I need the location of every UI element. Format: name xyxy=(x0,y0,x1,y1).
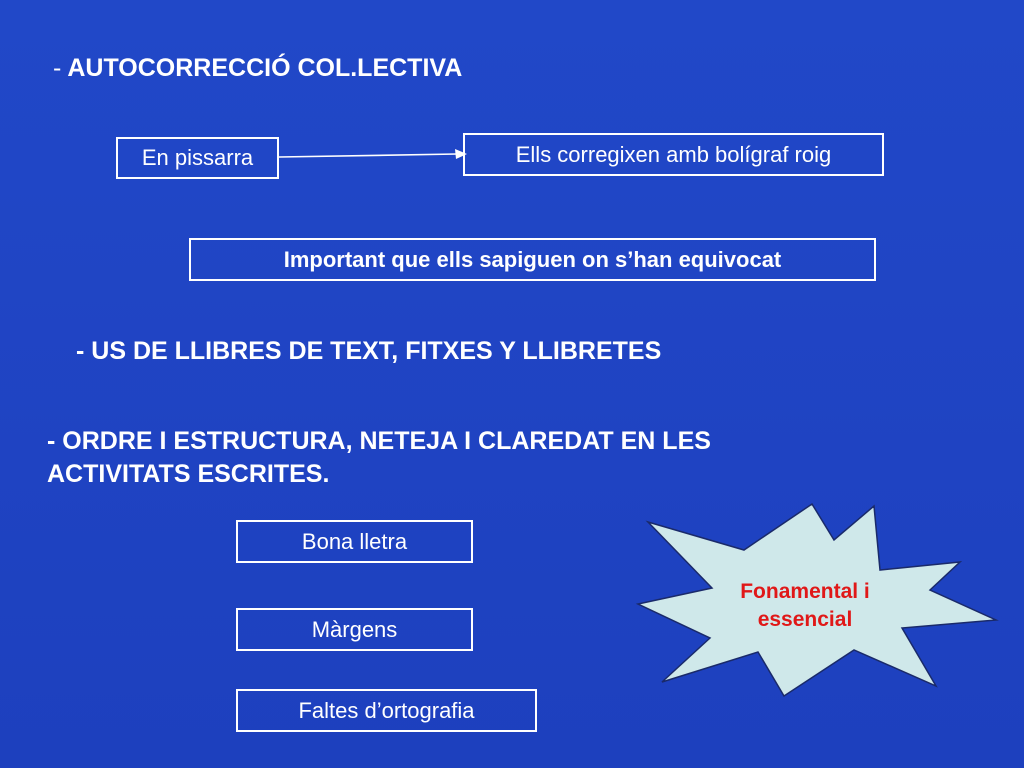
heading-autocorreccio xyxy=(53,54,462,83)
heading-dash: - xyxy=(53,54,62,82)
box-bona-lletra: Bona lletra xyxy=(236,520,473,563)
box-en-pissarra: En pissarra xyxy=(116,137,279,179)
box-faltes-ortografia: Faltes d’ortografia xyxy=(236,689,537,732)
heading-ordre: - ORDRE I ESTRUCTURA, NETEJA I CLAREDAT EN LES ACTIVITATS ESCRITES. xyxy=(47,427,711,488)
burst-label: Fonamental i essencial xyxy=(740,580,870,631)
box-corregixen: Ells corregixen amb bolígraf roig xyxy=(463,133,884,176)
box-important: Important que ells sapiguen on s’han equivocat xyxy=(189,238,876,281)
box-margens: Màrgens xyxy=(236,608,473,651)
heading-autocorreccio-text: AUTOCORRECCIÓ COL.LECTIVA xyxy=(67,54,463,82)
arrow-connector xyxy=(279,140,469,170)
heading-us-llibres: - US DE LLIBRES DE TEXT, FITXES Y LLIBRETES xyxy=(76,337,662,365)
